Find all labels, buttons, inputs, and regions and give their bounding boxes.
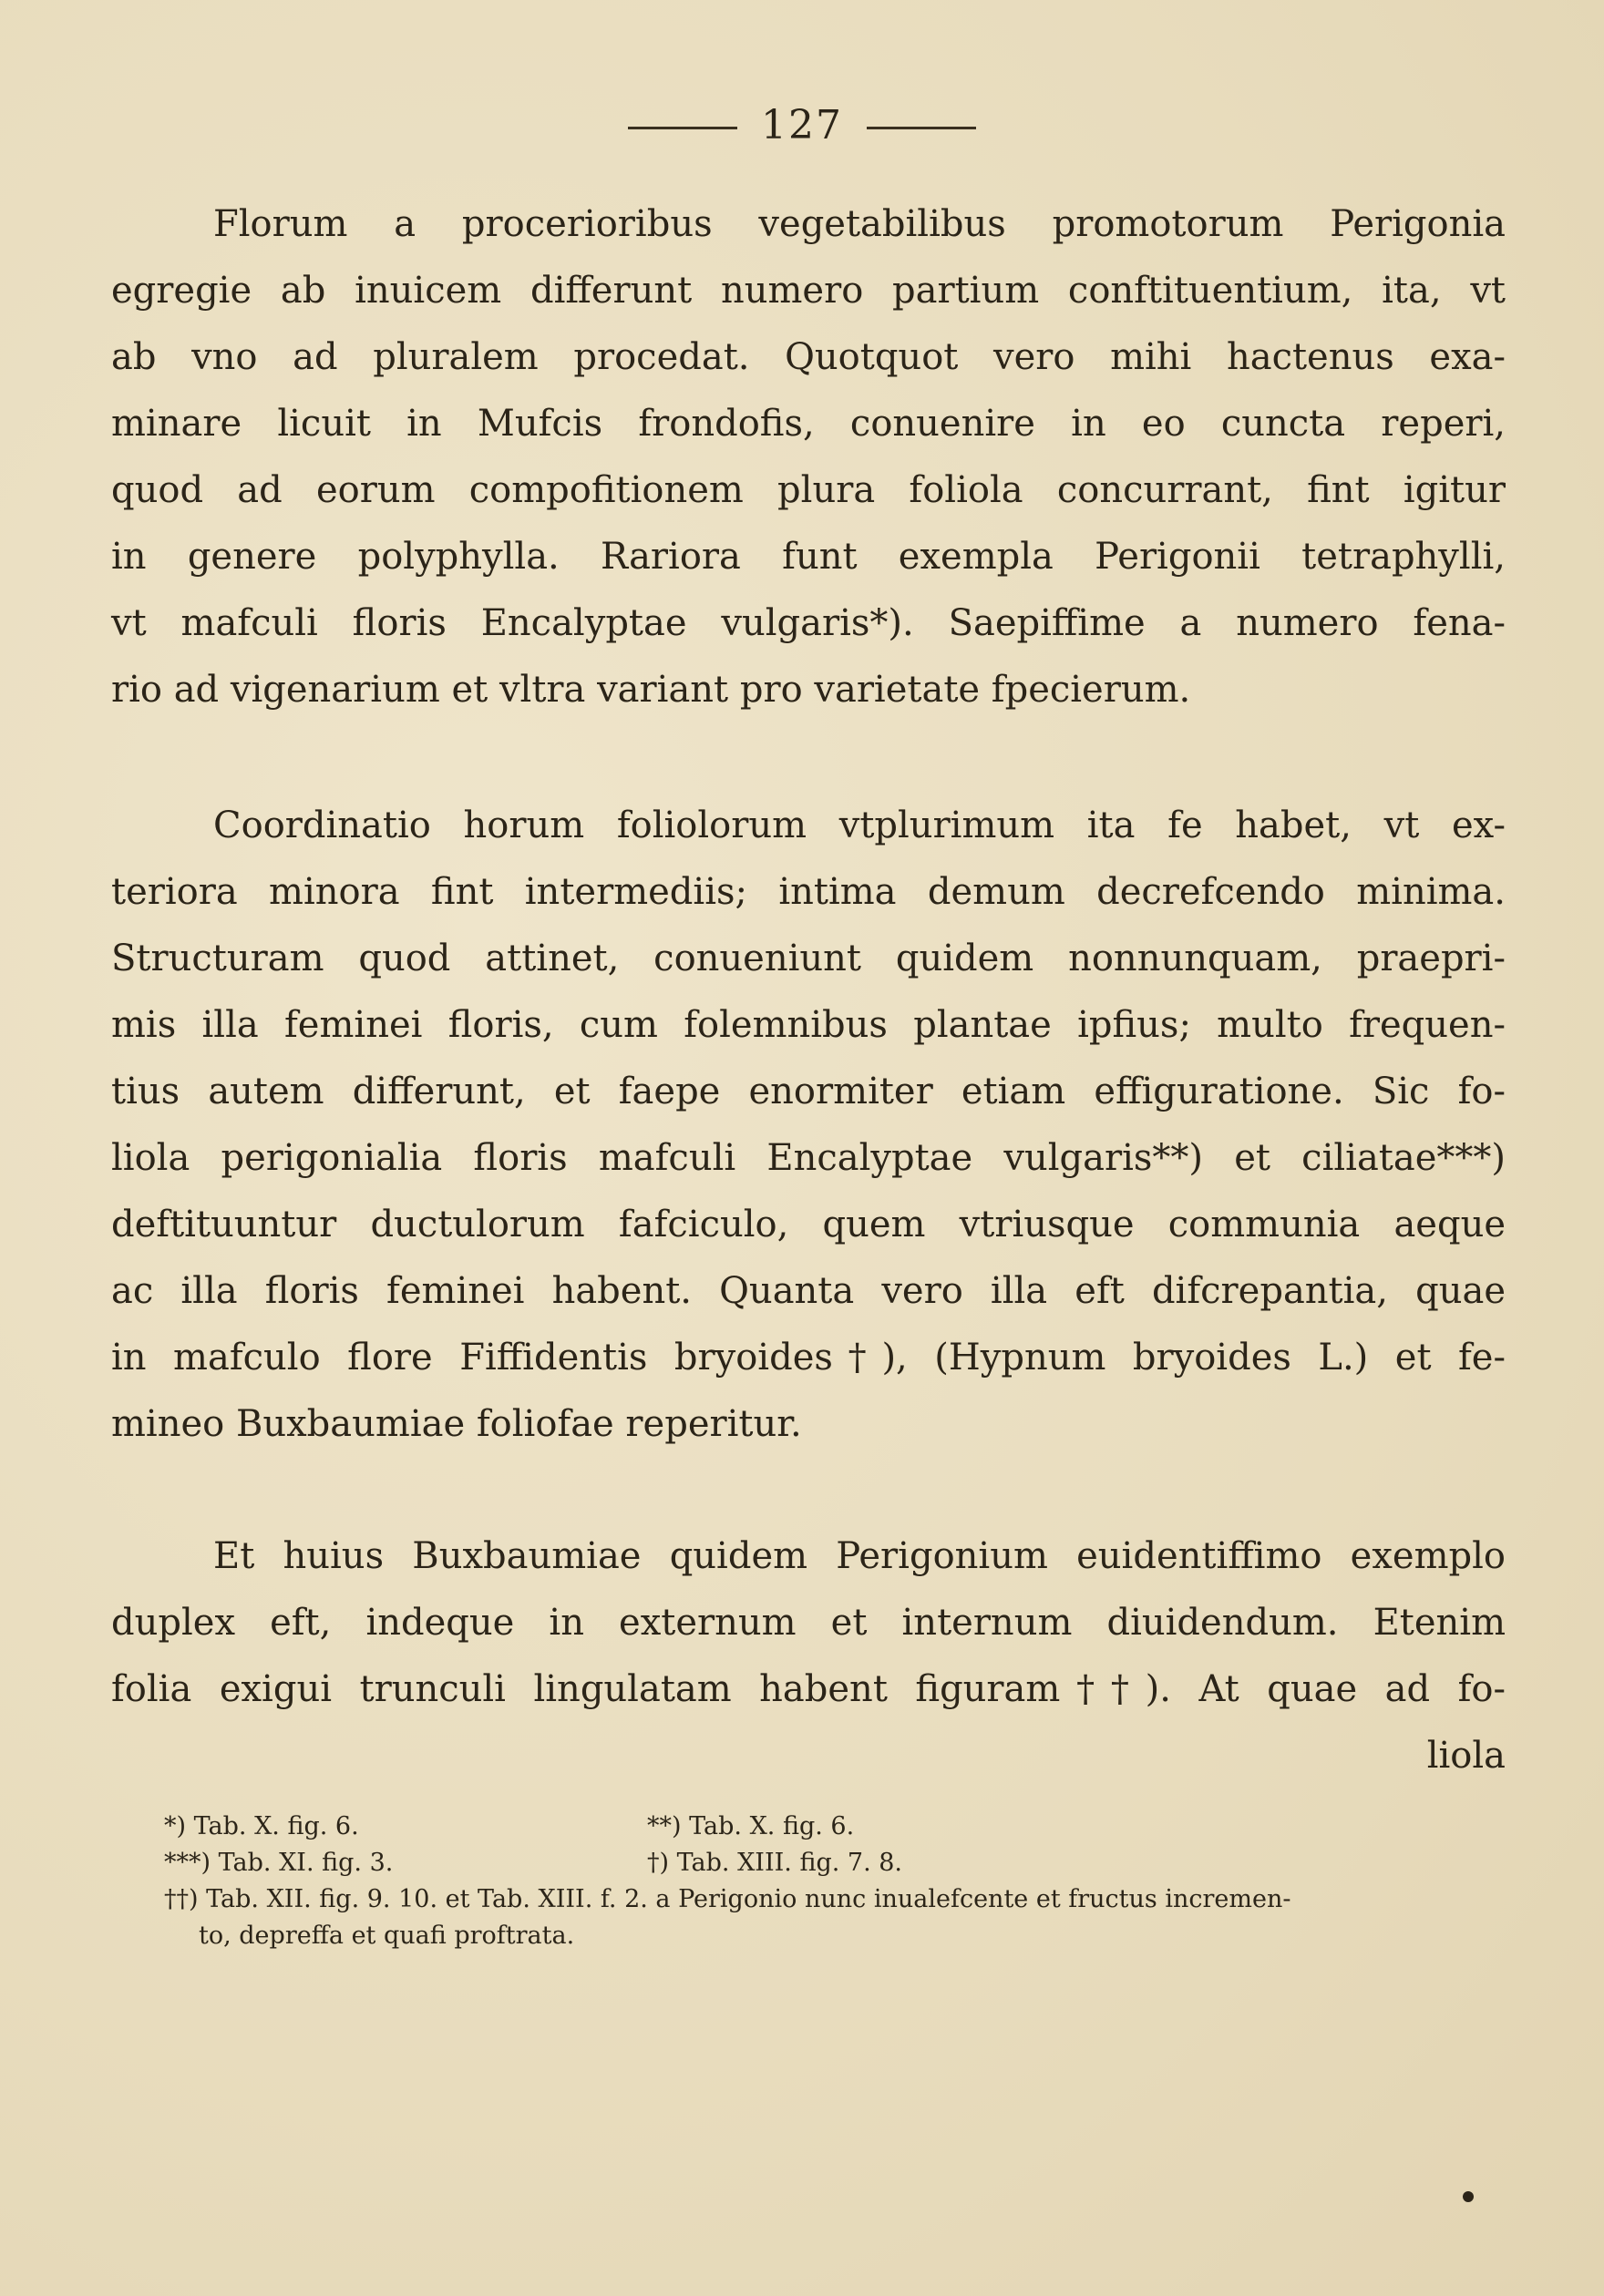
footnote: **) Tab. X. fig. 6. — [647, 1812, 855, 1840]
text-line: rio ad vigenarium et vltra variant pro varietate fpecierum. — [111, 669, 1191, 711]
header-rule-right — [867, 127, 976, 129]
footnote: ***) Tab. XI. fig. 3. — [164, 1849, 394, 1877]
text-line: Structuram quod attinet, conueniunt quidem nonnunquam, praepri- — [111, 938, 1506, 979]
ink-spot — [1463, 2191, 1474, 2202]
text-line: vt mafculi floris Encalyptae vulgaris*). Saepiffime a numero fena- — [111, 602, 1506, 644]
text-line: deftituuntur ductulorum fafciculo, quem vtriusque communia aeque — [111, 1204, 1506, 1245]
text-line: in mafculo flore Fiffidentis bryoides†), (Hypnum bryoides L.) et fe- — [111, 1337, 1506, 1379]
text-line: mineo Buxbaumiae foliofae reperitur. — [111, 1403, 802, 1445]
text-line: folia exigui trunculi lingulatam habent figuram††). At quae ad fo- — [111, 1668, 1506, 1710]
header-rule-left — [628, 127, 737, 129]
footnotes — [164, 1809, 1504, 1954]
text-line: tius autem differunt, et faepe enormiter etiam effiguratione. Sic fo- — [111, 1071, 1506, 1112]
text-line: egregie ab inuicem differunt numero partium conftituentium, ita, vt — [111, 270, 1506, 312]
page-number: 127 — [761, 102, 843, 149]
text-line: Et huius Buxbaumiae quidem Perigonium euidentiffimo exemplo — [213, 1535, 1506, 1577]
text-line: Coordinatio horum foliolorum vtplurimum ita fe habet, vt ex- — [213, 805, 1506, 846]
paragraph-2 — [111, 793, 1506, 1458]
text-line: quod ad eorum compofitionem plura foliola concurrant, fint igitur — [111, 469, 1506, 511]
paragraph-3 — [111, 1523, 1506, 1789]
text-line: liola perigonialia floris mafculi Encalyptae vulgaris**) et ciliatae***) — [111, 1137, 1506, 1179]
text-line: ac illa floris feminei habent. Quanta vero illa eft difcrepantia, quae — [111, 1270, 1506, 1312]
catchword: liola — [1426, 1735, 1506, 1777]
paragraph-1 — [111, 191, 1506, 723]
page-header — [0, 102, 1604, 149]
text-line: ab vno ad pluralem procedat. Quotquot vero mihi hactenus exa- — [111, 336, 1506, 378]
text-line: mis illa feminei floris, cum folemnibus plantae ipfius; multo frequen- — [111, 1004, 1506, 1046]
text-line: in genere polyphylla. Rariora funt exempla Perigonii tetraphylli, — [111, 536, 1506, 578]
footnote: †) Tab. XIII. fig. 7. 8. — [647, 1849, 903, 1877]
text-line: Florum a procerioribus vegetabilibus promotorum Perigonia — [213, 203, 1506, 245]
text-line: teriora minora fint intermediis; intima demum decrefcendo minima. — [111, 871, 1506, 913]
footnote: *) Tab. X. fig. 6. — [164, 1812, 359, 1840]
footnote: ††) Tab. XII. fig. 9. 10. et Tab. XIII. f. 2. a Perigonio nunc inualefcente et fructus incremen- — [164, 1885, 1291, 1913]
text-line: minare licuit in Mufcis frondofis, conuenire in eo cuncta reperi, — [111, 403, 1506, 445]
text-line: duplex eft, indeque in externum et internum diuidendum. Etenim — [111, 1602, 1506, 1644]
footnote-continuation: to, depreffa et quafi proftrata. — [199, 1922, 575, 1950]
